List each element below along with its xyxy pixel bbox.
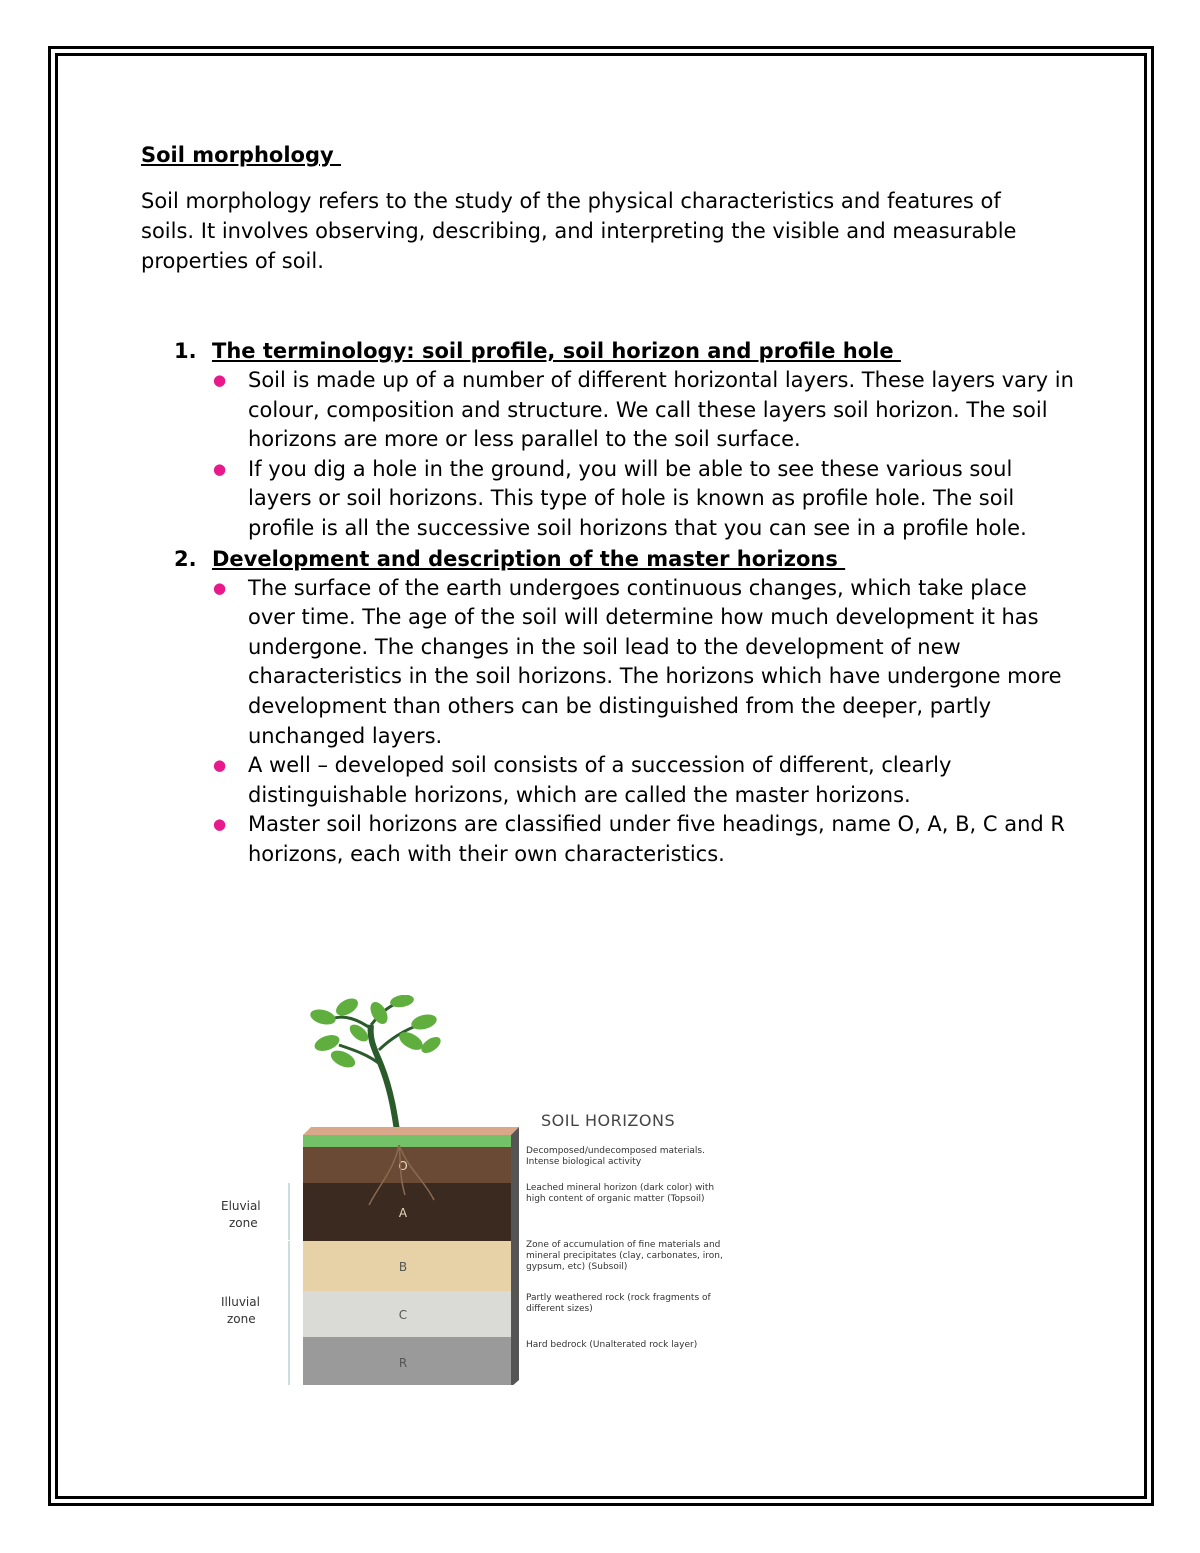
layer-description: Zone of accumulation of fine materials and — [526, 1240, 721, 1250]
layer-description: Decomposed/undecomposed materials. — [526, 1146, 705, 1156]
soil-horizons-figure — [219, 995, 767, 1385]
section-number: 2. — [174, 546, 197, 571]
list-item — [212, 574, 1074, 752]
bullet-text: Master soil horizons are classified under five headings, name O, A, B, C and R horizons, each with their own characteristics. — [248, 812, 1066, 866]
section-heading: Development and description of the master horizons — [212, 546, 846, 571]
list-item — [212, 810, 1074, 869]
bullet-icon: ● — [213, 578, 227, 597]
figure-heading: SOIL HORIZONS — [541, 1111, 676, 1130]
illuvial-label: Illuvial — [221, 1295, 260, 1309]
layer-description: gypsum, etc) (Subsoil) — [526, 1262, 628, 1272]
layer-description: different sizes) — [526, 1304, 593, 1314]
layer-description: mineral precipitates (clay, carbonates, iron, — [526, 1251, 723, 1261]
document-title: Soil morphology — [141, 143, 341, 167]
illuvial-zone-label: zone — [227, 1312, 256, 1326]
section-2 — [174, 544, 1074, 870]
numbered-list — [174, 336, 1074, 870]
bullet-icon: ● — [213, 756, 227, 775]
layer-description: Leached mineral horizon (dark color) with — [526, 1183, 715, 1193]
list-item — [212, 366, 1074, 455]
bullet-list — [174, 366, 1074, 544]
bullet-text: If you dig a hole in the ground, you will be able to see these various soul layers or soil horizons. This type of hole is known as profile hole. The soil profile is all the successive soil horizons that you can see in a profile hole. — [248, 456, 1027, 540]
bullet-text: Soil is made up of a number of different horizontal layers. These layers vary in colour, composition and structure. We call these layers soil horizon. The soil horizons are more or less parallel to the soil surface. — [248, 368, 1074, 452]
layer-description: Partly weathered rock (rock fragments of — [526, 1293, 711, 1303]
eluvial-zone-label: zone — [229, 1216, 258, 1230]
layer-letter: R — [398, 1356, 408, 1370]
bullet-text: The surface of the earth undergoes continuous changes, which take place over time. The age of the soil will determine how much development it has undergone. The changes in the soil lead to the development of new characteristics in the soil horizons. The horizons which have undergone more development than others can be distinguished from the deeper, partly unchanged layers. — [248, 575, 1062, 748]
eluvial-label: Eluvial — [221, 1199, 261, 1213]
intro-paragraph: Soil morphology refers to the study of the physical characteristics and features of soils. It involves observing, describing, and interpreting the visible and measurable properties of soil. — [141, 189, 1017, 273]
section-number: 1. — [174, 339, 197, 363]
layer-description: Hard bedrock (Unalterated rock layer) — [526, 1340, 698, 1350]
bullet-text: A well – developed soil consists of a succession of different, clearly distinguishable horizons, which are called the master horizons. — [248, 753, 952, 807]
layer-letter: O — [398, 1159, 408, 1173]
layer-letter: B — [398, 1260, 408, 1274]
section-1 — [174, 336, 1074, 544]
list-item — [212, 455, 1074, 544]
layer-letter: C — [398, 1308, 408, 1322]
section-heading: The terminology: soil profile, soil horizon and profile hole — [212, 339, 901, 363]
layer-description: Intense biological activity — [526, 1157, 642, 1167]
layer-letter: A — [398, 1206, 408, 1220]
bullet-icon: ● — [213, 459, 227, 478]
list-item — [212, 751, 1074, 810]
bullet-icon: ● — [213, 371, 227, 389]
bullet-icon: ● — [213, 815, 227, 834]
bullet-list — [174, 574, 1074, 870]
layer-description: high content of organic matter (Topsoil) — [526, 1194, 705, 1204]
